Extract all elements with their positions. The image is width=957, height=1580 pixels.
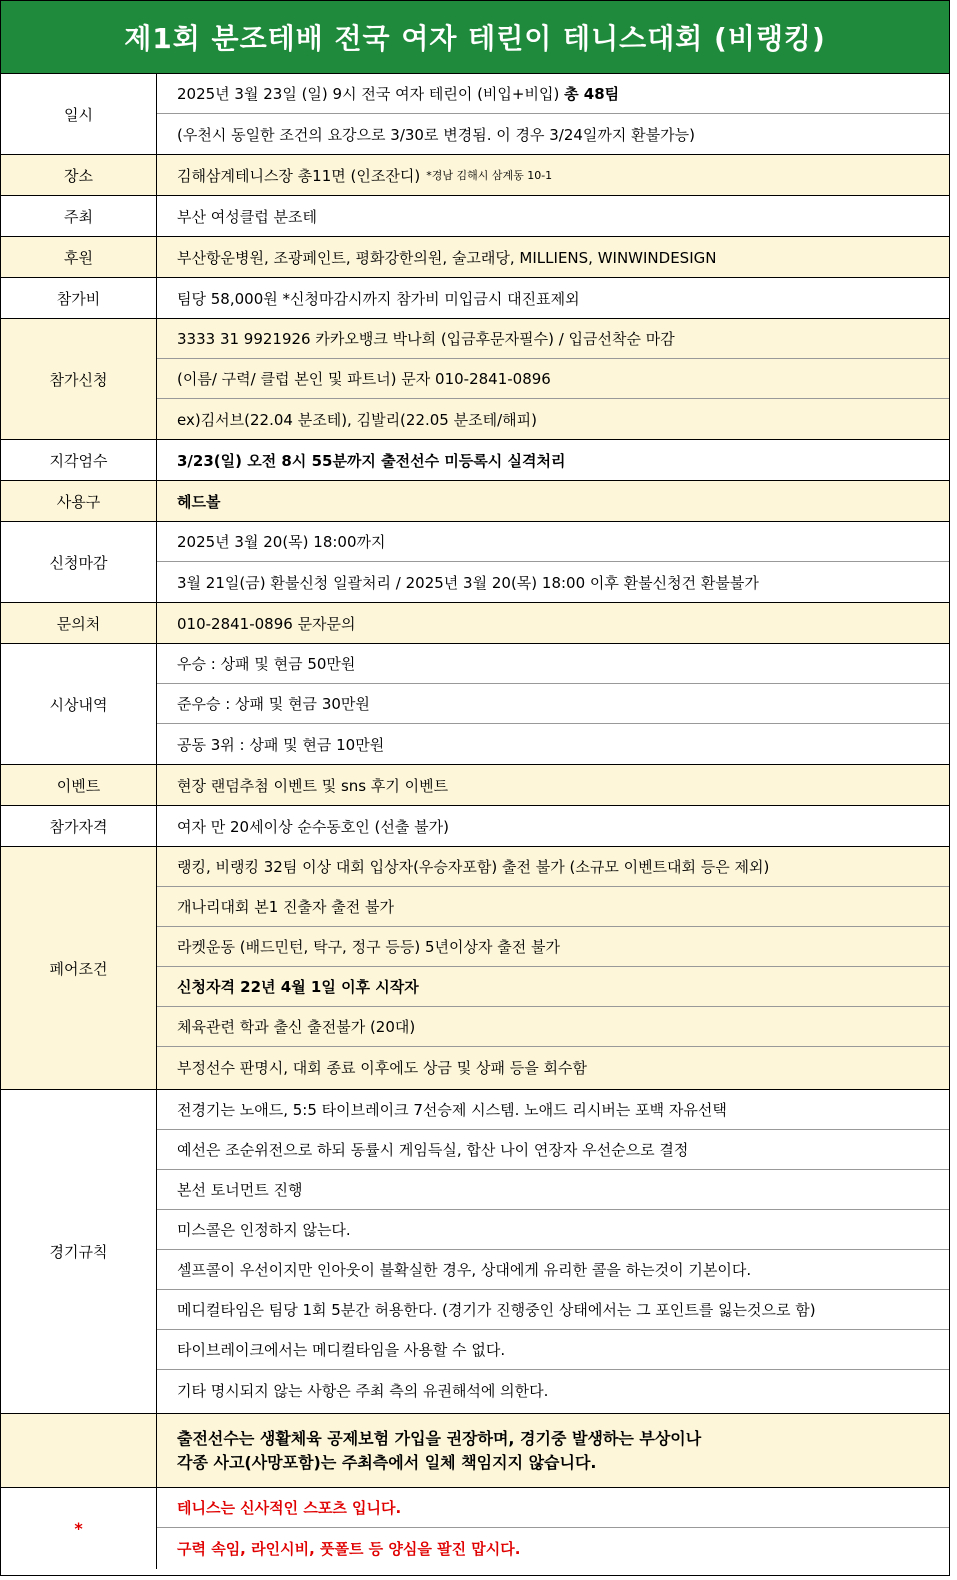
fee-text: 팀당 58,000원 *신청마감시까지 참가비 미입금시 대진표제외 bbox=[177, 289, 580, 308]
insurance-notice: 출전선수는 생활체육 공제보험 가입을 권장하며, 경기중 발생하는 부상이나 각종 사고(사망포함)는 주최측에서 일체 책임지지 않습니다. bbox=[177, 1428, 702, 1472]
rule-line: 타이브레이크에서는 메디컬타임을 사용할 수 없다. bbox=[157, 1330, 949, 1370]
label-contact: 문의처 bbox=[1, 603, 157, 643]
label-pair: 페어조건 bbox=[1, 847, 157, 1089]
row-eligibility bbox=[1, 806, 949, 847]
row-sponsor bbox=[1, 237, 949, 278]
date-line: 2025년 3월 23일 (일) 9시 전국 여자 테린이 (비입+비입) 총 48팀 bbox=[157, 74, 949, 114]
eligibility-text: 여자 만 20세이상 순수동호인 (선출 불가) bbox=[177, 817, 449, 836]
rule-line: 기타 명시되지 않는 사항은 주최 측의 유권해석에 의한다. bbox=[177, 1381, 549, 1400]
pair-line: 체육관련 학과 출신 출전불가 (20대) bbox=[157, 1007, 949, 1047]
rule-line: 전경기는 노애드, 5:5 타이브레이크 7선승제 시스템. 노애드 리시버는 포백 자유선택 bbox=[157, 1090, 949, 1130]
label-prizes: 시상내역 bbox=[1, 644, 157, 764]
row-pair bbox=[1, 847, 949, 1090]
deadline-line: 3월 21일(금) 환불신청 일괄처리 / 2025년 3월 20(목) 18:00 이후 환불신청건 환불불가 bbox=[177, 573, 759, 592]
event-text: 현장 랜덤추첨 이벤트 및 sns 후기 이벤트 bbox=[177, 776, 449, 795]
pair-line: 부정선수 판명시, 대회 종료 이후에도 상금 및 상패 등을 회수함 bbox=[177, 1058, 587, 1077]
title-bar bbox=[1, 1, 949, 74]
sponsor-text: 부산항운병원, 조광페인트, 평화강한의원, 술고래당, MILLIENS, WINWINDESIGN bbox=[177, 248, 717, 267]
venue-address: *경남 김해시 삼계동 10-1 bbox=[426, 169, 553, 182]
prize-line: 준우승 : 상패 및 현금 30만원 bbox=[157, 684, 949, 724]
apply-line: (이름/ 구력/ 클럽 본인 및 파트너) 문자 010-2841-0896 bbox=[157, 359, 949, 399]
prize-line: 우승 : 상패 및 현금 50만원 bbox=[157, 644, 949, 684]
rule-line: 미스콜은 인정하지 않는다. bbox=[157, 1210, 949, 1250]
late-text: 3/23(일) 오전 8시 55분까지 출전선수 미등록시 실격처리 bbox=[177, 451, 566, 470]
pair-line: 라켓운동 (배드민턴, 탁구, 정구 등등) 5년이상자 출전 불가 bbox=[157, 927, 949, 967]
rule-line: 예선은 조순위전으로 하되 동률시 게임득실, 합산 나이 연장자 우선순으로 결정 bbox=[157, 1130, 949, 1170]
deadline-line: 2025년 3월 20(목) 18:00까지 bbox=[157, 522, 949, 562]
row-event bbox=[1, 765, 949, 806]
ball-text: 헤드볼 bbox=[177, 492, 221, 511]
row-host bbox=[1, 196, 949, 237]
venue-line: 김해삼계테니스장 총11면 (인조잔디) *경남 김해시 삼계동 10-1 bbox=[177, 166, 553, 185]
prize-line: 공동 3위 : 상패 및 현금 10만원 bbox=[177, 735, 385, 754]
row-apply bbox=[1, 319, 949, 440]
label-rules: 경기규칙 bbox=[1, 1090, 157, 1413]
apply-line: 3333 31 9921926 카카오뱅크 박나희 (입금후문자필수) / 입금선착순 마감 bbox=[157, 319, 949, 359]
contact-text: 010-2841-0896 문자문의 bbox=[177, 614, 356, 633]
label-host: 주최 bbox=[1, 196, 157, 236]
row-fee bbox=[1, 278, 949, 319]
label-deadline: 신청마감 bbox=[1, 522, 157, 602]
row-rules bbox=[1, 1090, 949, 1414]
label-eligibility: 참가자격 bbox=[1, 806, 157, 846]
page-title: 제1회 분조테배 전국 여자 테린이 테니스대회 (비랭킹) bbox=[124, 22, 826, 55]
row-ball bbox=[1, 481, 949, 522]
rule-line: 셀프콜이 우선이지만 인아웃이 불확실한 경우, 상대에게 유리한 콜을 하는것이 기본이다. bbox=[157, 1250, 949, 1290]
host-text: 부산 여성클럽 분조테 bbox=[177, 207, 317, 226]
row-deadline bbox=[1, 522, 949, 603]
label-fee: 참가비 bbox=[1, 278, 157, 318]
manners-line: 구력 속임, 라인시비, 풋폴트 등 양심을 팔진 맙시다. bbox=[177, 1539, 521, 1558]
label-insurance-empty bbox=[1, 1414, 157, 1487]
row-insurance bbox=[1, 1414, 949, 1488]
row-late bbox=[1, 440, 949, 481]
apply-line: ex)김서브(22.04 분조테), 김발리(22.05 분조테/해피) bbox=[177, 410, 537, 429]
row-manners bbox=[1, 1488, 949, 1569]
row-date bbox=[1, 74, 949, 155]
label-late: 지각엄수 bbox=[1, 440, 157, 480]
label-apply: 참가신청 bbox=[1, 319, 157, 439]
label-sponsor: 후원 bbox=[1, 237, 157, 277]
label-event: 이벤트 bbox=[1, 765, 157, 805]
manners-line: 테니스는 신사적인 스포츠 입니다. bbox=[157, 1488, 949, 1528]
row-contact bbox=[1, 603, 949, 644]
label-date: 일시 bbox=[1, 74, 157, 154]
row-prizes bbox=[1, 644, 949, 765]
label-asterisk: * bbox=[1, 1488, 157, 1569]
rain-note: (우천시 동일한 조건의 요강으로 3/30로 변경됨. 이 경우 3/24일까지 환불가능) bbox=[177, 125, 695, 144]
row-venue bbox=[1, 155, 949, 196]
label-venue: 장소 bbox=[1, 155, 157, 195]
pair-line: 개나리대회 본1 진출자 출전 불가 bbox=[157, 887, 949, 927]
rule-line: 본선 토너먼트 진행 bbox=[157, 1170, 949, 1210]
rule-line: 메디컬타임은 팀당 1회 5분간 허용한다. (경기가 진행중인 상태에서는 그 포인트를 잃는것으로 함) bbox=[157, 1290, 949, 1330]
team-count: 총 48팀 bbox=[564, 85, 620, 103]
pair-line: 신청자격 22년 4월 1일 이후 시작자 bbox=[157, 967, 949, 1007]
label-ball: 사용구 bbox=[1, 481, 157, 521]
pair-line: 랭킹, 비랭킹 32팀 이상 대회 입상자(우승자포함) 출전 불가 (소규모 이벤트대회 등은 제외) bbox=[157, 847, 949, 887]
